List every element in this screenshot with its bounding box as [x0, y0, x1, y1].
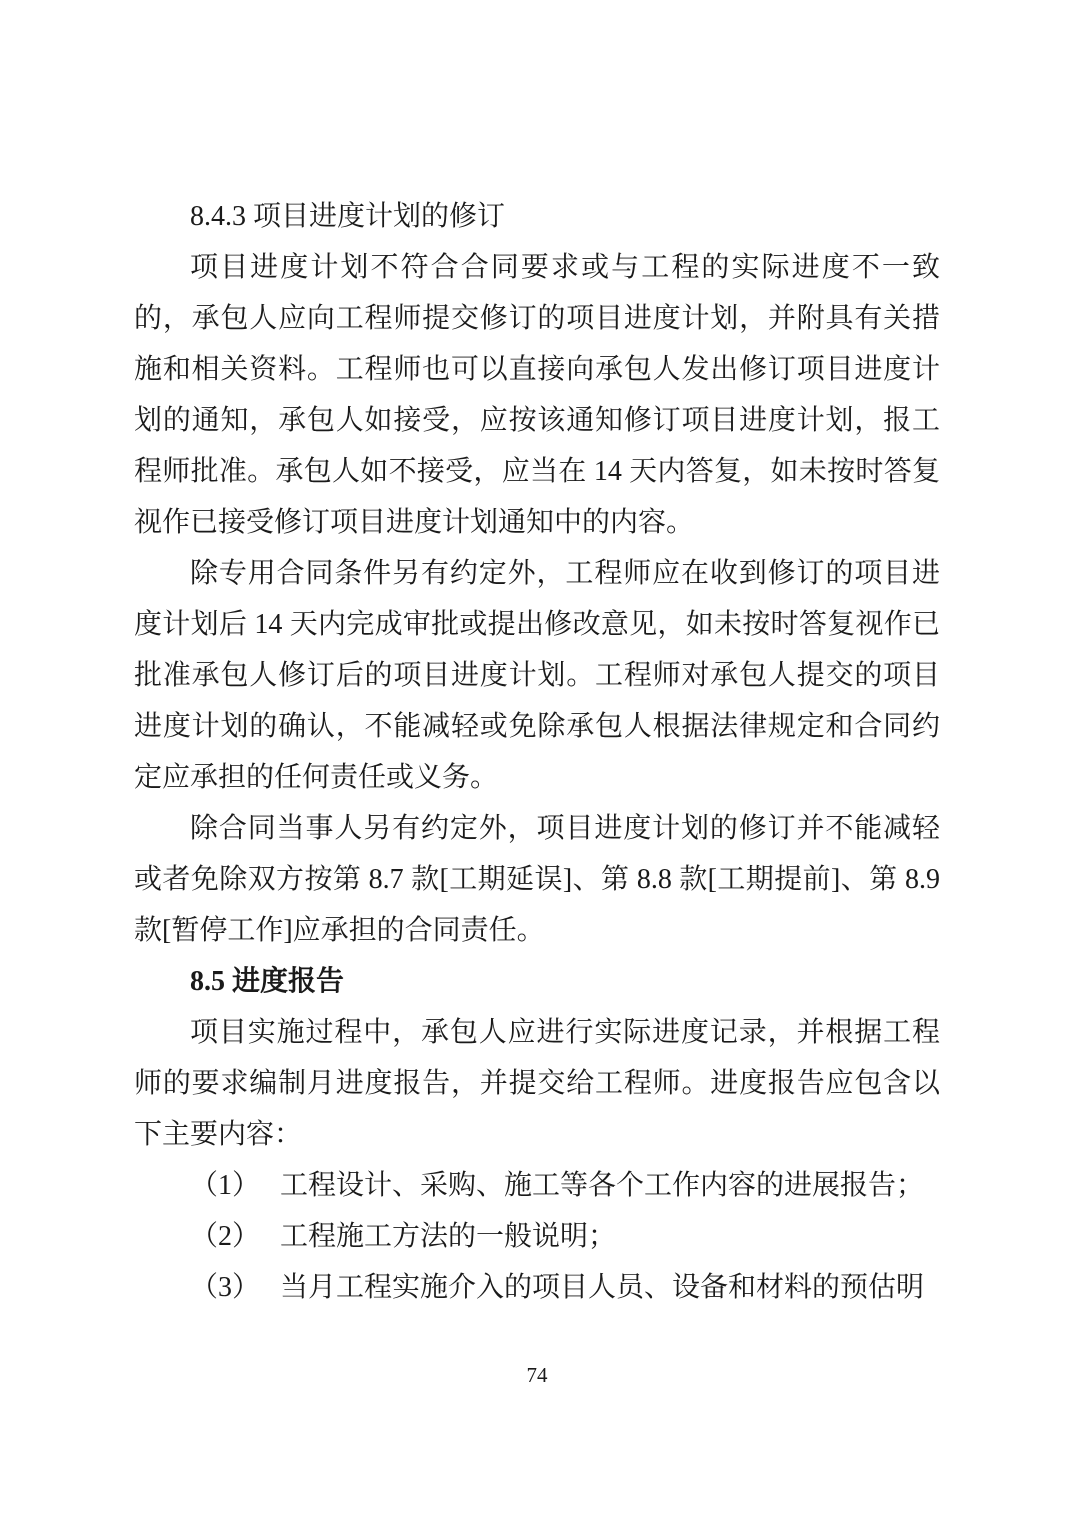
list-marker-2: （2） [190, 1221, 261, 1252]
list-marker-3: （3） [190, 1272, 261, 1303]
list-item-1 [134, 1160, 940, 1211]
paragraph-schedule-revision-3: 除合同当事人另有约定外，项目进度计划的修订并不能减轻或者免除双方按第 8.7 款[工期延误]、第 8.8 款[工期提前]、第 8.9 款[暂停工作]应承担的合同责任。 [134, 813, 940, 946]
document-content [134, 191, 940, 1313]
page-number: 74 [526, 1363, 548, 1387]
list-marker-1: （1） [190, 1170, 261, 1201]
section-heading-8-4-3: 8.4.3 项目进度计划的修订 [190, 201, 506, 232]
list-text-1: 工程设计、采购、施工等各个工作内容的进展报告； [280, 1170, 925, 1201]
paragraph-progress-report-intro: 项目实施过程中，承包人应进行实际进度记录，并根据工程师的要求编制月进度报告，并提交给工程师。进度报告应包含以下主要内容： [134, 1017, 940, 1150]
paragraph-schedule-revision-2: 除专用合同条件另有约定外，工程师应在收到修订的项目进度计划后 14 天内完成审批或提出修改意见，如未按时答复视作已批准承包人修订后的项目进度计划。工程师对承包人提交的项目进度计划的确认，不能减轻或免除承包人根据法律规定和合同约定应承担的任何责任或义务。 [134, 558, 940, 793]
page-footer [0, 1363, 1074, 1387]
list-text-3: 当月工程实施介入的项目人员、设备和材料的预估明 [280, 1272, 925, 1303]
list-text-2: 工程施工方法的一般说明； [280, 1221, 617, 1252]
list-item-2 [134, 1211, 940, 1262]
list-item-3 [134, 1262, 940, 1313]
section-heading-8-5: 8.5 进度报告 [190, 966, 345, 997]
paragraph-schedule-revision-1: 项目进度计划不符合合同要求或与工程的实际进度不一致的，承包人应向工程师提交修订的项目进度计划，并附具有关措施和相关资料。工程师也可以直接向承包人发出修订项目进度计划的通知，承包人如接受，应按该通知修订项目进度计划，报工程师批准。承包人如不接受，应当在 14 天内答复，如未按时答复视作已接受修订项目进度计划通知中的内容。 [134, 252, 940, 538]
